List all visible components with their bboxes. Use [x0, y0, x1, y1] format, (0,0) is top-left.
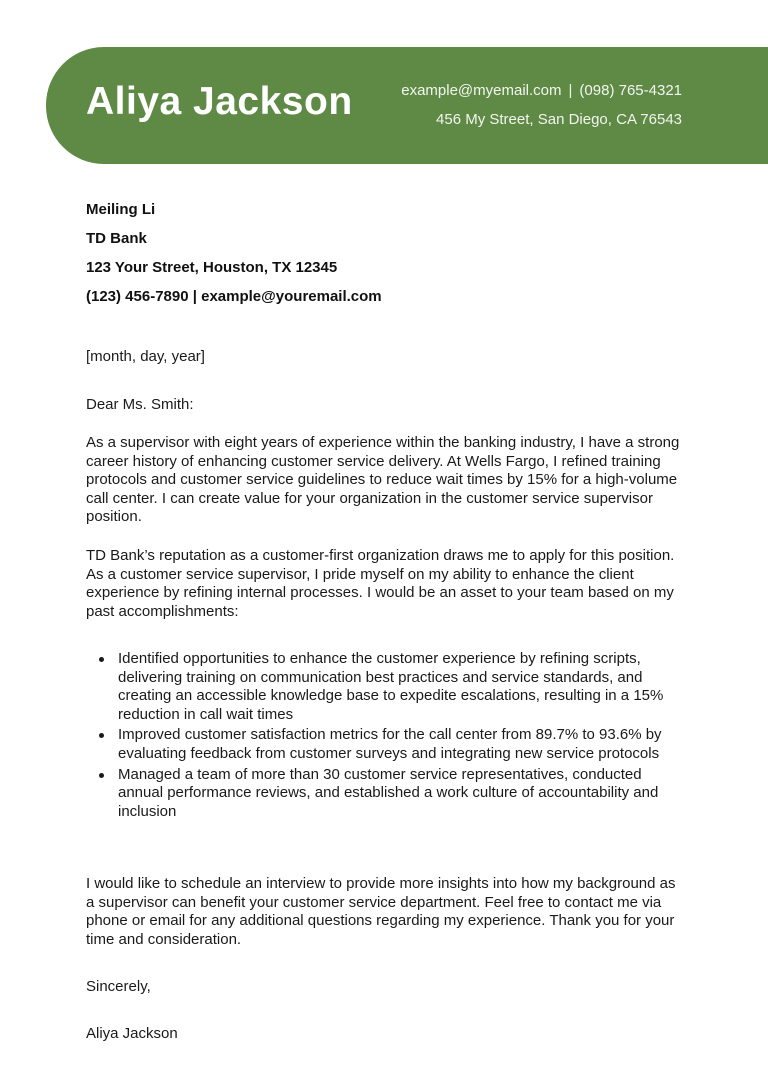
accomplishments-list — [86, 650, 686, 823]
sender-email: example@myemail.com — [401, 82, 562, 99]
list-item-text: Managed a team of more than 30 customer service representatives, conducted annual performance reviews, and established a work culture of accountability and inclusion — [118, 765, 659, 820]
bullet-icon — [99, 773, 104, 778]
sender-name: Aliya Jackson — [86, 80, 353, 123]
recipient-block — [86, 200, 382, 316]
paragraph-intro: As a supervisor with eight years of experience within the banking industry, I have a strong career history of enhancing customer service delivery. At Wells Fargo, I refined training protocols and customer service guidelines to reduce wait times by 15% for a high-volume call center. I can create value for your organization in the customer service supervisor position. — [86, 434, 680, 526]
recipient-name: Meiling Li — [86, 201, 156, 218]
letter-closing: Sincerely, — [86, 978, 151, 995]
list-item — [86, 766, 686, 822]
contact-separator: | — [568, 82, 573, 99]
signature-name: Aliya Jackson — [86, 1025, 178, 1042]
paragraph-motivation: TD Bank’s reputation as a customer-first organization draws me to apply for this position. As a customer service supervisor, I pride myself on my ability to enhance the client experience by refining internal processes. I would be an asset to your team based on my past accomplishments: — [86, 547, 675, 620]
paragraph-closing: I would like to schedule an interview to provide more insights into how my background as a supervisor can benefit your customer service department. Feel free to contact me via phone or email for any additional questions regarding my experience. Thank you for your time and consideration. — [86, 875, 676, 948]
sender-address: 456 My Street, San Diego, CA 76543 — [436, 111, 682, 128]
sender-phone: (098) 765-4321 — [579, 82, 682, 99]
letter-date: [month, day, year] — [86, 348, 205, 365]
recipient-contact: (123) 456-7890 | example@youremail.com — [86, 288, 382, 305]
letter-greeting: Dear Ms. Smith: — [86, 396, 194, 413]
sender-contact-line — [401, 82, 682, 99]
list-item-text: Improved customer satisfaction metrics for the call center from 89.7% to 93.6% by evaluating feedback from customer surveys and integrating new service protocols — [118, 726, 662, 762]
list-item — [86, 726, 686, 763]
bullet-icon — [99, 733, 104, 738]
list-item-text: Identified opportunities to enhance the customer experience by refining scripts, delivering training on communication best practices and service standards, and creating an accessible knowledge base to expedite escalations, resulting in a 15% reduction in call wait times — [118, 650, 664, 723]
list-item — [86, 650, 686, 724]
bullet-icon — [99, 657, 104, 662]
recipient-address: 123 Your Street, Houston, TX 12345 — [86, 259, 338, 276]
recipient-company: TD Bank — [86, 230, 147, 247]
